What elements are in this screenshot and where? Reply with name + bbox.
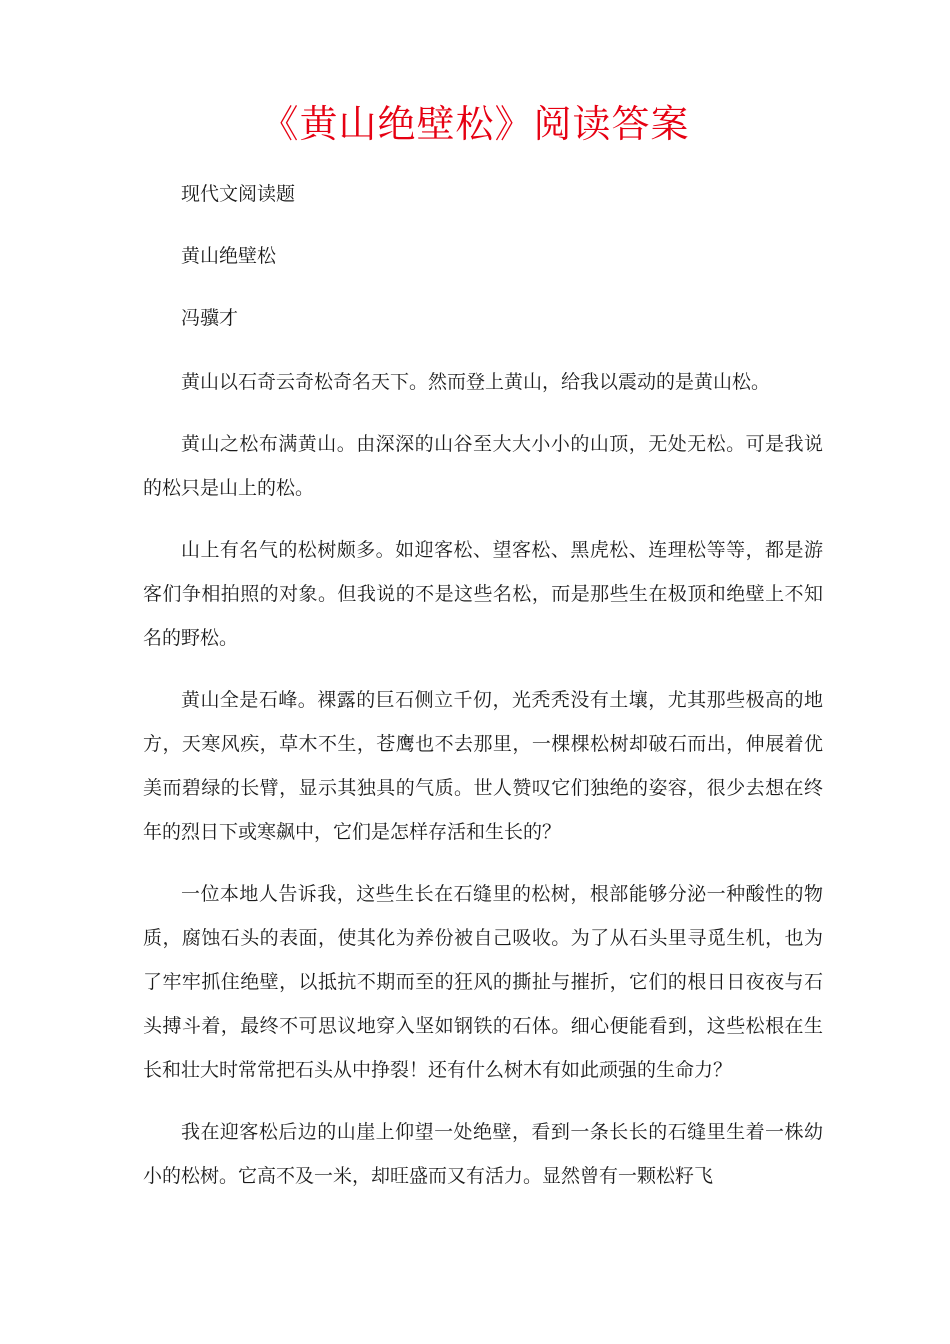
paragraph: 山上有名气的松树颇多。如迎客松、望客松、黑虎松、连理松等等，都是游客们争相拍照的对象。但我说的不是这些名松，而是那些生在极顶和绝壁上不知名的野松。 xyxy=(143,539,823,649)
section-label: 现代文阅读题 xyxy=(181,183,296,205)
paragraph: 黄山全是石峰。裸露的巨石侧立千仞，光秃秃没有土壤，尤其那些极高的地方，天寒风疾，草木不生，苍鹰也不去那里，一棵棵松树却破石而出，伸展着优美而碧绿的长臂，显示其独具的气质。世人赞叹它们独绝的姿容，很少去想在终年的烈日下或寒飙中，它们是怎样存活和生长的？ xyxy=(143,689,823,843)
article-title: 黄山绝壁松 xyxy=(181,245,277,267)
paragraph: 黄山之松布满黄山。由深深的山谷至大大小小的山顶，无处无松。可是我说的松只是山上的松。 xyxy=(143,433,823,499)
document-title: 《黄山绝壁松》阅读答案 xyxy=(260,102,690,146)
paragraph: 一位本地人告诉我，这些生长在石缝里的松树，根部能够分泌一种酸性的物质，腐蚀石头的表面，使其化为养份被自己吸收。为了从石头里寻觅生机，也为了牢牢抓住绝壁，以抵抗不期而至的狂风的撕扯与摧折，它们的根日日夜夜与石头搏斗着，最终不可思议地穿入坚如钢铁的石体。细心便能看到，这些松根在生长和壮大时常常把石头从中挣裂！还有什么树木有如此顽强的生命力？ xyxy=(143,883,823,1081)
document-body xyxy=(143,172,823,1216)
paragraph: 黄山以石奇云奇松奇名天下。然而登上黄山，给我以震动的是黄山松。 xyxy=(181,371,771,393)
paragraph: 我在迎客松后边的山崖上仰望一处绝壁，看到一条长长的石缝里生着一株幼小的松树。它高不及一米，却旺盛而又有活力。显然曾有一颗松籽飞 xyxy=(143,1121,823,1187)
article-author: 冯骥才 xyxy=(181,307,239,329)
